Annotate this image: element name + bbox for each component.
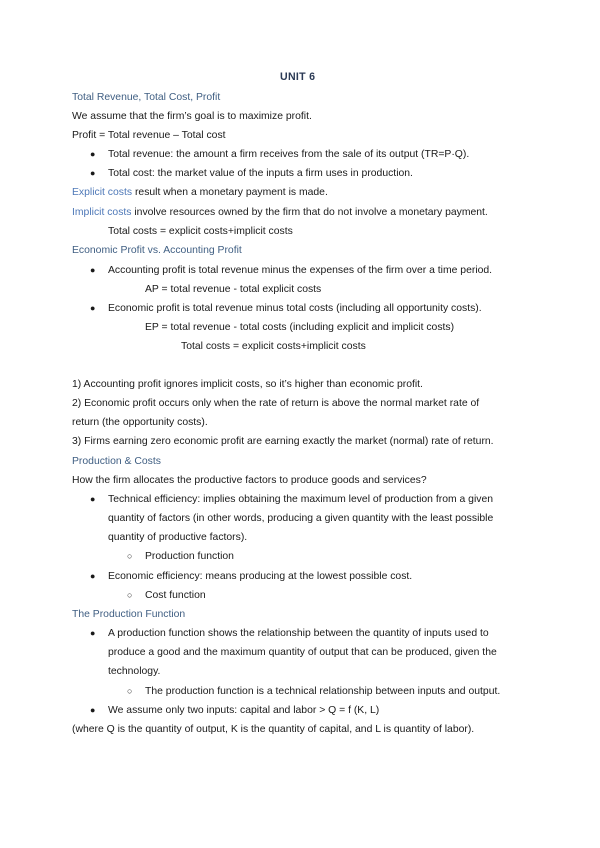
bullet-icon: ● — [90, 705, 96, 715]
bullet-production-function-line-3: technology. — [108, 666, 161, 677]
paragraph-variable-definitions: (where Q is the quantity of output, K is the quantity of capital, and L is quantity of labor). — [72, 724, 475, 735]
bullet-total-revenue: Total revenue: the amount a firm receives from the sale of its output (TR=P·Q). — [108, 149, 470, 160]
heading-economic-vs-accounting-profit: Economic Profit vs. Accounting Profit — [72, 245, 242, 256]
ap-formula: AP = total revenue - total explicit costs — [145, 284, 322, 295]
bullet-total-cost: Total cost: the market value of the inputs a firm uses in production. — [108, 168, 413, 179]
bullet-icon: ● — [90, 571, 96, 581]
ep-formula: EP = total revenue - total costs (including explicit and implicit costs) — [145, 322, 455, 333]
bullet-icon: ● — [90, 168, 96, 178]
bullet-icon: ● — [90, 303, 96, 313]
bullet-icon: ● — [90, 265, 96, 275]
total-costs-formula-2: Total costs = explicit costs+implicit costs — [181, 341, 366, 352]
bullet-production-function-line-2: produce a good and the maximum quantity of output that can be produced, given the — [108, 647, 497, 658]
sub-bullet-icon: ○ — [127, 686, 133, 696]
paragraph-firm-goal: We assume that the firm’s goal is to maximize profit. — [72, 111, 312, 122]
bullet-technical-efficiency-line-2: quantity of factors (in other words, producing a given quantity with the least possible — [108, 513, 494, 524]
unit-title: UNIT 6 — [280, 71, 316, 83]
note-1: 1) Accounting profit ignores implicit costs, so it’s higher than economic profit. — [72, 379, 423, 390]
bullet-icon: ● — [90, 494, 96, 504]
bullet-production-function-line-1: A production function shows the relationship between the quantity of inputs used to — [108, 628, 489, 639]
note-2-line-2: return (the opportunity costs). — [72, 417, 208, 428]
paragraph-implicit-costs — [72, 206, 488, 219]
heading-total-revenue-cost-profit: Total Revenue, Total Cost, Profit — [72, 92, 221, 103]
bullet-icon: ● — [90, 149, 96, 159]
explicit-costs-definition: result when a monetary payment is made. — [132, 187, 328, 198]
note-2-line-1: 2) Economic profit occurs only when the rate of return is above the normal market rate of — [72, 398, 480, 409]
total-costs-formula: Total costs = explicit costs+implicit costs — [108, 226, 293, 237]
sub-bullet-icon: ○ — [127, 551, 133, 561]
question-factor-allocation: How the firm allocates the productive factors to produce goods and services? — [72, 475, 427, 486]
heading-production-function: The Production Function — [72, 609, 186, 620]
bullet-accounting-profit: Accounting profit is total revenue minus the expenses of the firm over a time period. — [108, 265, 493, 276]
note-3: 3) Firms earning zero economic profit are earning exactly the market (normal) rate of return. — [72, 436, 494, 447]
paragraph-explicit-costs — [72, 186, 328, 199]
bullet-technical-efficiency-line-1: Technical efficiency: implies obtaining the maximum level of production from a given — [108, 494, 494, 505]
bullet-economic-efficiency: Economic efficiency: means producing at the lowest possible cost. — [108, 571, 413, 582]
sub-bullet-cost-function: Cost function — [145, 590, 206, 601]
bullet-icon: ● — [90, 628, 96, 638]
sub-bullet-technical-relationship: The production function is a technical relationship between inputs and output. — [145, 686, 501, 697]
bullet-technical-efficiency-line-3: quantity of productive factors). — [108, 532, 248, 543]
bullet-economic-profit: Economic profit is total revenue minus total costs (including all opportunity costs). — [108, 303, 482, 314]
sub-bullet-icon: ○ — [127, 590, 133, 600]
explicit-costs-term: Explicit costs — [72, 187, 133, 198]
heading-production-costs: Production & Costs — [72, 456, 161, 467]
paragraph-profit-formula: Profit = Total revenue – Total cost — [72, 130, 226, 141]
bullet-two-inputs: We assume only two inputs: capital and labor > Q = f (K, L) — [108, 705, 380, 716]
implicit-costs-term: Implicit costs — [72, 207, 132, 218]
sub-bullet-production-function: Production function — [145, 551, 234, 562]
implicit-costs-definition: involve resources owned by the firm that do not involve a monetary payment. — [131, 207, 488, 218]
